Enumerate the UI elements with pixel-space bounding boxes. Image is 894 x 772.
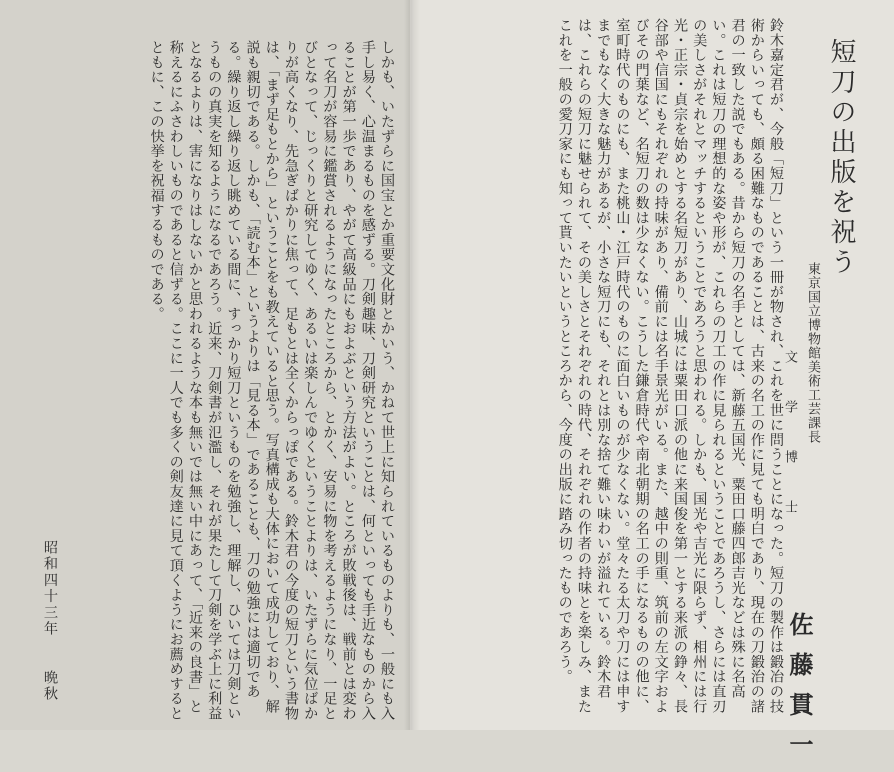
author-name: 佐藤貫一 [785, 612, 814, 772]
author-degree: 文 学 博 士 [782, 350, 797, 525]
body-text-right: 鈴木嘉定君が、今般「短刀」という一冊が物され、これを世に問うことになった。短刀の製作は鍛冶の技術からいっても、頗る困難なものであることは、古来の名工の作に見ても明白であり、現在の刀鍛治の諸君の一致した説でもある。昔から短刀の名手としては、新藤五国光、粟田口藤四郎吉光などは殊に名高い。これは短刀の理想的な姿や形が、これらの刀工の作に見られるということであろうし、さらには直刃の美しさがそれとマッチするということであろうと思われる。しかも、国光や吉光に限らず、相州には行光・正宗・貞宗を始めとする名短刀があり、山城には粟田口派の他に来国俊を第一とする来派の錚々、長谷部や信国にもそれぞれの持味があり、備前には名手景光がいる。また、越中の則重、筑前の左文字およびその門葉など、名短刀の数は少なくない。こうした鎌倉時代や南北朝期の名工の手になるものの他に、室町時代のものにも、また桃山・江戸時代のものに面白いものが少なくない。堂々たる太刀や刀には申すまでもなく大きな魅力があるが、小さな短刀にも、それとは別な捨て難い味わいが溢れている。鈴木君は、これらの短刀に魅せられて、その美しさとそれぞれの時代、それぞれの作者の持味とを楽しみ、またこれを一般の愛刀家にも知って貰いたいというところから、今度の出版に踏み切ったものであろう。 [556, 18, 784, 714]
date-year: 昭和四十三年 [42, 540, 58, 638]
date-season: 晩秋 [42, 669, 58, 703]
book-gutter [404, 0, 420, 730]
body-text-left: しかも、いたずらに国宝とか重要文化財とかいう、かねて世上に知られているものよりも、一般にも入手し易く、心温まるものを感ずる。刀剣趣味、刀剣研究ということは、何といっても手近なものから入ることが第一歩であり、やがて高級品にもおよぶという方法がよい。ところが敗戦後は、戦前とは変わって名刀が容易に鑑賞されるようになったところから、とかく、安易に物を考えるようになり、一足とびとなって、じっくりと研究してゆく、あるいは楽しんでゆくということよりは、いたずらに気位ばかりが高くなり、先急ぎばかりに焦って、足もとは全くからっぽである。鈴木君の今度の短刀という書物は、「まず足もとから」ということをも教えていると思う。写真構成も大体において成功しており、解説も親切である。しかも、「読む本」というよりは「見る本」であることも、刀の勉強には適切である。繰り返し繰り返し眺めている間に、すっかり短刀というものを勉強し、理解し、ひいては刀剣というものの真実を知るようになるであろう。近来、刀剣書が氾濫し、それが果たして刀剣を学ぶ上に利益となるよりは、害になりはしないかと思われるような本も無いでは無い中にあって、「近来の良書」と称えるにふさわしいものであると信ずる。ここに一人でも多くの剣友達に見て頂くようにお薦めするとともに、この快挙を祝福するものである。 [148, 40, 395, 721]
author-affiliation: 東京国立博物館美術工芸課長 [805, 262, 820, 444]
article-title: 短刀の出版を祝う [826, 38, 856, 278]
article-date [40, 540, 60, 702]
